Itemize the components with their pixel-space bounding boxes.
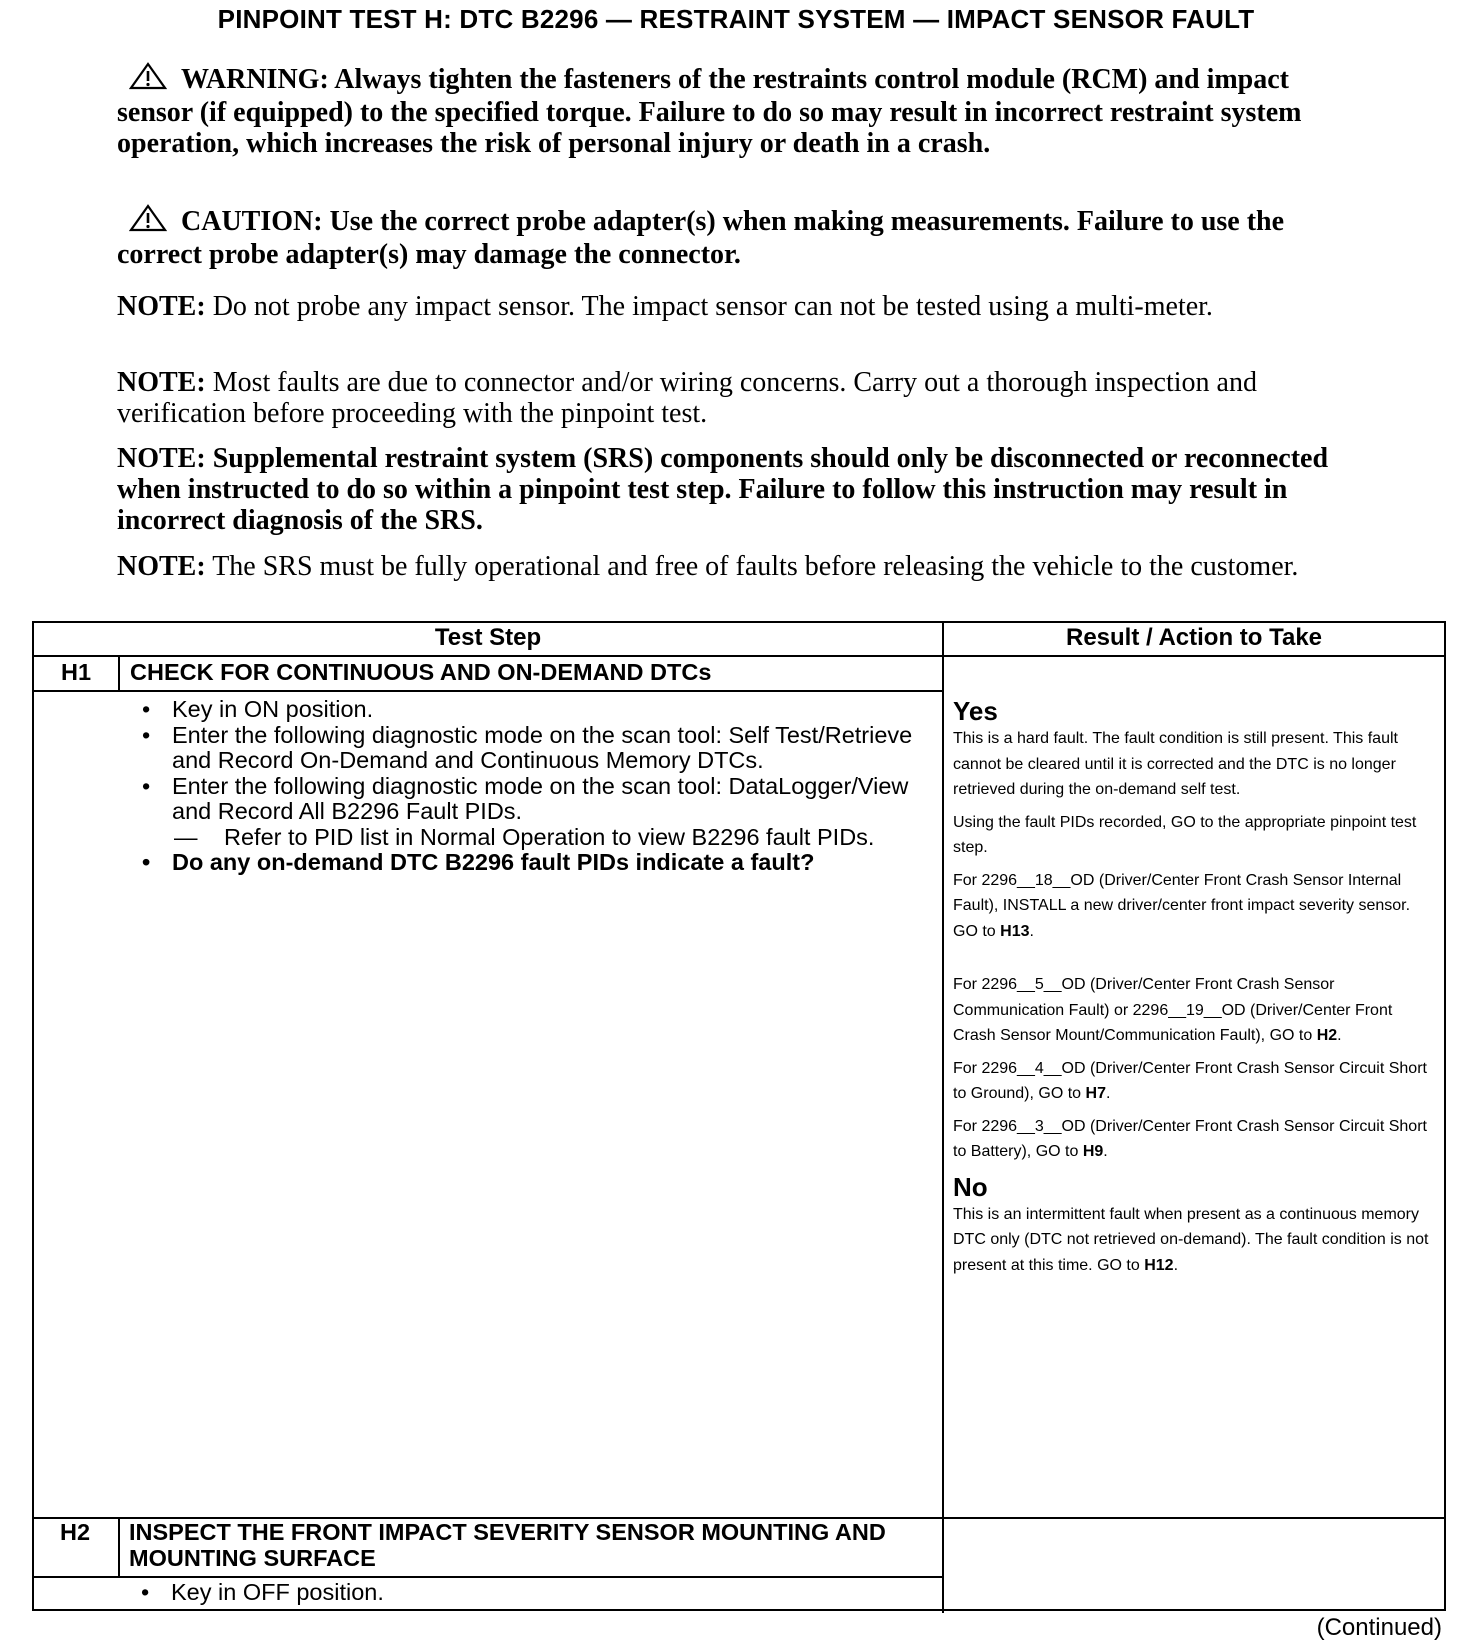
sub-list-item: — Refer to PID list in Normal Operation to view B2296 fault PIDs. bbox=[172, 825, 922, 851]
note-srs-components bbox=[117, 443, 1357, 536]
result-fault-4: For 2296__4__OD (Driver/Center Front Crash Sensor Circuit Short to Ground), GO to H7. bbox=[953, 1059, 1427, 1102]
result-yes-label: Yes bbox=[953, 696, 998, 726]
result-yes-text: This is a hard fault. The fault condition is still present. This fault cannot be cleared until it is corrected and the DTC is no longer retrieved during the on-demand self test. bbox=[953, 730, 1398, 798]
step-title-h2: INSPECT THE FRONT IMPACT SEVERITY SENSOR MOUNTING AND MOUNTING SURFACE bbox=[129, 1519, 886, 1571]
header-rule bbox=[34, 655, 1444, 657]
continued-label: (Continued) bbox=[1316, 1614, 1442, 1641]
result-h1 bbox=[953, 696, 1437, 1285]
list-item-question: • Do any on-demand DTC B2296 fault PIDs indicate a fault? bbox=[132, 850, 922, 876]
goto-h9-link[interactable]: H9 bbox=[1082, 1143, 1104, 1160]
id-divider bbox=[118, 1517, 120, 1578]
result-yes-pids: Using the fault PIDs recorded, GO to the appropriate pinpoint test step. bbox=[953, 813, 1417, 856]
warning-text: Always tighten the fasteners of the restraints control module (RCM) and impact sensor (if equipped) to the specified torque. Failure to do so may result in incorrect restraint system operation, which increases the risk of personal injury or death in a crash. bbox=[117, 64, 1302, 159]
result-no-text: This is an intermittent fault when present as a continuous memory DTC only (DTC not retrieved on-demand). The fault condition is not present at this time. GO to H12. bbox=[953, 1205, 1429, 1274]
note-faults bbox=[117, 367, 1257, 429]
result-fault-5-19: For 2296__5__OD (Driver/Center Front Crash Sensor Communication Fault) or 2296__19__OD (Driver/Center Front Crash Sensor Mount/Communication Fault), GO to H2. bbox=[953, 976, 1393, 1044]
note-text: Do not probe any impact sensor. The impact sensor can not be tested using a multi-meter. bbox=[212, 291, 1213, 322]
list-item: • Enter the following diagnostic mode on the scan tool: Self Test/Retrieve and Record On-Demand and Continuous Memory DTCs. bbox=[132, 723, 922, 774]
result-fault-18: For 2296__18__OD (Driver/Center Front Crash Sensor Internal Fault), INSTALL a new driver/center front impact severity sensor. GO to H13. bbox=[953, 871, 1411, 940]
note-text: The SRS must be fully operational and free of faults before releasing the vehicle to the customer. bbox=[212, 551, 1299, 582]
list-item bbox=[132, 774, 922, 851]
note-label: NOTE: bbox=[117, 443, 206, 474]
caution-text: Use the correct probe adapter(s) when making measurements. Failure to use the correct probe adapter(s) may damage the connector. bbox=[117, 206, 1285, 270]
goto-h13-link[interactable]: H13 bbox=[1000, 922, 1030, 940]
page-title: PINPOINT TEST H: DTC B2296 — RESTRAINT SYSTEM — IMPACT SENSOR FAULT bbox=[217, 4, 1255, 34]
note-text: Most faults are due to connector and/or wiring concerns. Carry out a thorough inspection and verification before proceeding with the pinpoint test. bbox=[117, 367, 1257, 429]
id-divider bbox=[118, 655, 120, 690]
note-text: Supplemental restraint system (SRS) components should only be disconnected or reconnected when instructed to do so within a pinpoint test step. Failure to follow this instruction may result in incorrect diagnosis of the SRS. bbox=[117, 443, 1329, 536]
col-header-test-step: Test Step bbox=[434, 624, 542, 651]
warning-triangle-icon bbox=[129, 62, 167, 97]
warning-label: WARNING: bbox=[181, 64, 329, 95]
column-divider bbox=[942, 623, 944, 1613]
col-header-result: Result / Action to Take bbox=[1065, 624, 1323, 651]
note-probe bbox=[117, 291, 1237, 322]
goto-h2-link[interactable]: H2 bbox=[1316, 1027, 1338, 1044]
goto-h7-link[interactable]: H7 bbox=[1085, 1085, 1106, 1102]
warning-block bbox=[117, 62, 1357, 159]
step-id-h1: H1 bbox=[60, 659, 92, 685]
caution-block bbox=[117, 204, 1357, 270]
note-srs-operational bbox=[117, 551, 1367, 582]
note-label: NOTE: bbox=[117, 367, 206, 398]
note-label: NOTE: bbox=[117, 291, 206, 322]
warning-triangle-icon bbox=[129, 204, 167, 239]
step-title-h1: CHECK FOR CONTINUOUS AND ON-DEMAND DTCs bbox=[130, 659, 712, 685]
result-fault-3: For 2296__3__OD (Driver/Center Front Crash Sensor Circuit Short to Battery), GO to H9. bbox=[953, 1117, 1427, 1160]
row-rule bbox=[34, 690, 942, 692]
step-id-h2: H2 bbox=[59, 1519, 91, 1545]
step-list-h2 bbox=[131, 1580, 911, 1606]
caution-label: CAUTION: bbox=[181, 206, 323, 237]
list-item-text: Enter the following diagnostic mode on the scan tool: DataLogger/View and Record All B2296 Fault PIDs. bbox=[172, 772, 909, 824]
note-label: NOTE: bbox=[117, 551, 206, 582]
goto-h12-link[interactable]: H12 bbox=[1144, 1256, 1174, 1274]
list-item: • Key in OFF position. bbox=[131, 1580, 911, 1606]
row-rule bbox=[34, 1576, 942, 1578]
step-list-h1 bbox=[132, 697, 922, 876]
result-no-label: No bbox=[953, 1171, 988, 1202]
list-item: • Key in ON position. bbox=[132, 697, 922, 723]
